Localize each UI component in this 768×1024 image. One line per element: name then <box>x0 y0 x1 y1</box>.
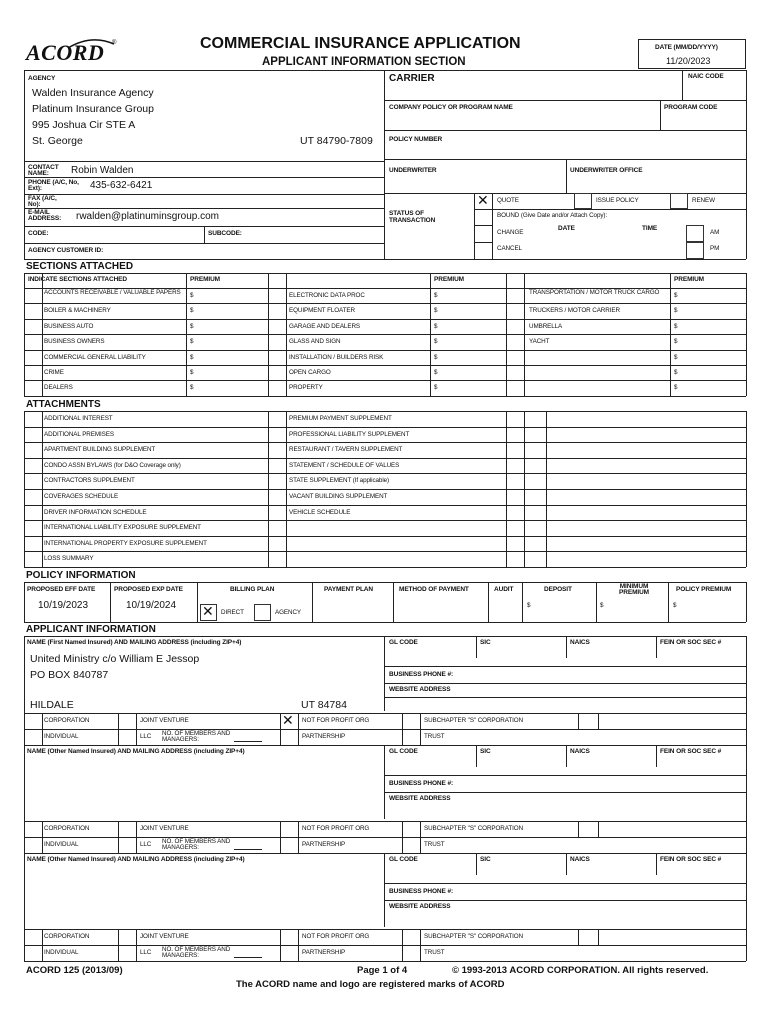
applicant-3-business-phone-label: BUSINESS PHONE #: <box>389 888 454 895</box>
direct-label: DIRECT <box>221 609 244 616</box>
issue-policy-checkbox[interactable] <box>574 193 592 209</box>
date-value[interactable]: 11/20/2023 <box>666 56 711 66</box>
attachment-checkbox-3-2[interactable] <box>506 427 524 443</box>
attachment-checkbox-2-7[interactable] <box>268 505 286 521</box>
attachment-item-2-4: STATEMENT / SCHEDULE OF VALUES <box>289 461 400 469</box>
premium-dollar-1-4[interactable]: $ <box>190 338 194 346</box>
attachment-item-2-6: VACANT BUILDING SUPPLEMENT <box>289 493 388 500</box>
applicant-1-members-label: NO. OF MEMBERS AND MANAGERS: <box>162 730 231 743</box>
premium-dollar-1-5[interactable]: $ <box>190 353 194 361</box>
applicant-3-entity-checkbox-7[interactable] <box>118 945 136 961</box>
time-col-label: TIME <box>642 225 658 232</box>
date-box <box>638 39 746 69</box>
attachment-checkbox-3-9[interactable] <box>506 536 524 552</box>
section-checkbox-1-1[interactable] <box>24 288 42 303</box>
attachment-checkbox-1-5[interactable] <box>24 473 42 489</box>
applicant-2-entity-checkbox-3[interactable] <box>280 821 298 837</box>
applicant-1-fein-label: FEIN OR SOC SEC # <box>660 639 722 646</box>
applicant-2-name-label: NAME (Other Named Insured) AND MAILING ADDRESS (including ZIP+4) <box>27 748 245 755</box>
attachment-item-2-3: RESTAURANT / TAVERN SUPPLEMENT <box>289 446 403 454</box>
applicant-3-llc-label: LLC <box>140 949 152 956</box>
section-checkbox-1-4[interactable] <box>24 334 42 349</box>
copyright: © 1993-2013 ACORD CORPORATION. All rights reserved. <box>452 965 709 976</box>
subcode-label: SUBCODE: <box>208 230 242 237</box>
section-checkbox-3-3[interactable] <box>506 319 524 334</box>
date-label: DATE (MM/DD/YYYY) <box>655 44 718 51</box>
attachment-checkbox-2-1[interactable] <box>268 411 286 427</box>
attachment-item-1-6: COVERAGES SCHEDULE <box>44 493 119 500</box>
section-item-2-5: INSTALLATION / BUILDERS RISK <box>289 353 384 361</box>
applicant-3-entity-checkbox-5[interactable] <box>578 929 596 945</box>
attachment-checkbox-1-9[interactable] <box>24 536 42 552</box>
applicant-2-members-label: NO. OF MEMBERS AND MANAGERS: <box>162 838 231 851</box>
phone-value[interactable]: 435-632-6421 <box>90 180 153 191</box>
attachment-checkbox-2-3[interactable] <box>268 442 286 458</box>
premium-dollar-2-7[interactable]: $ <box>434 384 438 392</box>
applicant-blocks <box>24 636 746 961</box>
applicant-3-partnership-label: PARTNERSHIP <box>302 949 346 956</box>
email-label: E-MAIL ADDRESS: <box>28 209 62 222</box>
section-checkbox-2-7[interactable] <box>268 380 286 395</box>
attachment-checkbox-2-9[interactable] <box>268 536 286 552</box>
applicant-2-website-label: WEBSITE ADDRESS <box>389 795 451 802</box>
attachment-checkbox-1-3[interactable] <box>24 442 42 458</box>
quote-label: QUOTE <box>497 197 519 204</box>
section-checkbox-3-6[interactable] <box>506 365 524 380</box>
applicant-3-naics-label: NAICS <box>570 856 590 863</box>
applicant-information-title: APPLICANT INFORMATION <box>26 624 156 635</box>
exp-date-label: PROPOSED EXP DATE <box>114 586 183 593</box>
applicant-1-business-phone-label: BUSINESS PHONE #: <box>389 671 454 678</box>
attachment-checkbox-3-7[interactable] <box>506 505 524 521</box>
underwriter-label: UNDERWRITER <box>389 167 437 174</box>
deposit-label: DEPOSIT <box>544 586 572 593</box>
applicant-3-entity-checkbox-8[interactable] <box>280 945 298 961</box>
applicant-3-website-label: WEBSITE ADDRESS <box>389 903 451 910</box>
applicant-2-entity-checkbox-4[interactable] <box>402 821 420 837</box>
applicant-3-not-for-profit-label: NOT FOR PROFIT ORG <box>302 933 370 940</box>
change-label: CHANGE <box>497 229 524 236</box>
premium-dollar-1-1[interactable]: $ <box>190 292 194 299</box>
premium-dollar-3-5[interactable]: $ <box>674 353 678 361</box>
section-item-3-2: TRUCKERS / MOTOR CARRIER <box>529 307 620 315</box>
attachment-checkbox-3-6[interactable] <box>506 489 524 505</box>
applicant-2-gl-code-label: GL CODE <box>389 748 418 755</box>
applicant-1-partnership-label: PARTNERSHIP <box>302 733 346 740</box>
attachment-item-2-7: VEHICLE SCHEDULE <box>289 508 351 516</box>
applicant-3-entity-checkbox-3[interactable] <box>280 929 298 945</box>
premium-dollar-1-6[interactable]: $ <box>190 369 194 376</box>
agency-billing-label: AGENCY <box>275 609 301 616</box>
premium-dollar-2-6[interactable]: $ <box>434 369 438 376</box>
exp-date-value[interactable]: 10/19/2024 <box>126 600 177 611</box>
attachment-checkbox-2-8[interactable] <box>268 520 286 536</box>
applicant-2-entity-checkbox-2[interactable] <box>118 821 136 837</box>
applicant-1-llc-label: LLC <box>140 733 152 740</box>
applicant-3-entity-checkbox-2[interactable] <box>118 929 136 945</box>
attachment-item-1-5: CONTRACTORS SUPPLEMENT <box>44 477 135 485</box>
applicant-3-sic-label: SIC <box>480 856 491 863</box>
premium-dollar-3-3[interactable]: $ <box>674 322 678 330</box>
section-checkbox-3-2[interactable] <box>506 303 524 318</box>
premium-header-2: PREMIUM <box>434 276 464 283</box>
applicant-3-members-label: NO. OF MEMBERS AND MANAGERS: <box>162 946 231 959</box>
applicant-3-entity-checkbox-6[interactable] <box>24 945 42 961</box>
pm-label: PM <box>710 245 720 252</box>
applicant-2-entity-checkbox-8[interactable] <box>280 837 298 853</box>
bound-label: BOUND (Give Date and/or Attach Copy): <box>497 212 608 219</box>
agency-state-zip[interactable]: UT 84790-7809 <box>300 135 373 147</box>
section-item-1-6: CRIME <box>44 369 64 376</box>
premium-dollar-1-3[interactable]: $ <box>190 322 194 330</box>
applicant-1-name-value[interactable]: United Ministry c/o William E Jessop <box>30 653 200 665</box>
renew-label: RENEW <box>692 197 715 204</box>
section-checkbox-1-6[interactable] <box>24 365 42 380</box>
attachment-item-1-10: LOSS SUMMARY <box>44 555 94 563</box>
acord-logo <box>26 38 118 68</box>
page-subtitle: APPLICANT INFORMATION SECTION <box>262 56 466 68</box>
attachment-checkbox-1-4[interactable] <box>24 458 42 474</box>
eff-date-value[interactable]: 10/19/2023 <box>38 600 89 611</box>
policy-premium-label: POLICY PREMIUM <box>676 586 732 593</box>
applicant-3-subchapter-label: SUBCHAPTER "S" CORPORATION <box>424 933 524 940</box>
payment-plan-label: PAYMENT PLAN <box>324 586 374 593</box>
section-checkbox-2-4[interactable] <box>268 334 286 349</box>
attachment-checkbox-3-8[interactable] <box>506 520 524 536</box>
registered-mark-icon: ® <box>112 40 117 46</box>
section-checkbox-1-3[interactable] <box>24 319 42 334</box>
policy-information-title: POLICY INFORMATION <box>26 570 136 581</box>
agency-city[interactable]: St. George <box>32 135 83 147</box>
pm-checkbox[interactable] <box>686 242 704 259</box>
attachment-checkbox-1-8[interactable] <box>24 520 42 536</box>
applicant-3-trust-label: TRUST <box>424 949 445 956</box>
deposit-dollar: $ <box>527 602 531 609</box>
applicant-2-naics-label: NAICS <box>570 748 590 755</box>
applicant-2-entity-checkbox-6[interactable] <box>24 837 42 853</box>
attachment-item-2-1: PREMIUM PAYMENT SUPPLEMENT <box>289 415 392 422</box>
audit-label: AUDIT <box>494 586 514 593</box>
attachment-checkbox-3-1[interactable] <box>506 411 524 427</box>
section-checkbox-3-1[interactable] <box>506 288 524 303</box>
sections-attached-title: SECTIONS ATTACHED <box>26 261 134 272</box>
section-checkbox-1-7[interactable] <box>24 380 42 395</box>
attachment-checkbox-3-10[interactable] <box>506 551 524 567</box>
premium-dollar-2-4[interactable]: $ <box>434 338 438 346</box>
agency-billing-checkbox[interactable] <box>254 604 271 621</box>
applicant-2-partnership-label: PARTNERSHIP <box>302 841 346 848</box>
attachment-item-2-2: PROFESSIONAL LIABILITY SUPPLEMENT <box>289 430 410 438</box>
applicant-1-joint-venture-label: JOINT VENTURE <box>140 717 189 724</box>
applicant-1-entity-checkbox-2[interactable] <box>118 713 136 729</box>
applicant-2-entity-checkbox-7[interactable] <box>118 837 136 853</box>
section-item-2-3: GARAGE AND DEALERS <box>289 322 360 330</box>
applicant-1-sic-label: SIC <box>480 639 491 646</box>
applicant-1-not-for-profit-label: NOT FOR PROFIT ORG <box>302 717 370 724</box>
applicant-3-fein-label: FEIN OR SOC SEC # <box>660 856 722 863</box>
premium-header-3: PREMIUM <box>674 276 704 283</box>
applicant-2-fein-label: FEIN OR SOC SEC # <box>660 748 722 755</box>
page-title: COMMERCIAL INSURANCE APPLICATION <box>200 35 521 52</box>
eff-date-label: PROPOSED EFF DATE <box>27 586 96 593</box>
attachment-checkbox-1-7[interactable] <box>24 505 42 521</box>
applicant-1-corporation-label: CORPORATION <box>44 717 90 724</box>
attachment-checkbox-1-1[interactable] <box>24 411 42 427</box>
applicant-1-entity-checkbox-1[interactable] <box>24 713 42 729</box>
renew-checkbox[interactable] <box>670 193 688 209</box>
attachments-title: ATTACHMENTS <box>26 399 101 410</box>
section-item-2-6: OPEN CARGO <box>289 369 331 376</box>
billing-plan-label: BILLING PLAN <box>230 586 275 593</box>
customer-id-label: AGENCY CUSTOMER ID: <box>28 247 104 254</box>
premium-dollar-2-3[interactable]: $ <box>434 322 438 330</box>
attachment-checkbox-1-6[interactable] <box>24 489 42 505</box>
attachment-item-1-9: INTERNATIONAL PROPERTY EXPOSURE SUPPLEMENT <box>44 539 207 547</box>
applicant-1-individual-label: INDIVIDUAL <box>44 733 79 740</box>
policy-premium-dollar: $ <box>673 602 677 609</box>
attachment-item-1-2: ADDITIONAL PREMISES <box>44 430 114 438</box>
acord-logo-text: ACORD <box>26 40 105 65</box>
attachment-item-1-7: DRIVER INFORMATION SCHEDULE <box>44 508 147 516</box>
attachments-table <box>24 411 746 567</box>
carrier-label: CARRIER <box>389 73 435 84</box>
am-label: AM <box>710 229 720 236</box>
direct-check-icon: ✕ <box>202 604 214 620</box>
program-code-label: PROGRAM CODE <box>664 104 718 111</box>
applicant-1-address-value[interactable]: PO BOX 840787 <box>30 669 109 681</box>
section-item-3-3: UMBRELLA <box>529 322 563 330</box>
premium-dollar-1-2[interactable]: $ <box>190 307 194 315</box>
agency-name-2[interactable]: Platinum Insurance Group <box>32 103 154 115</box>
applicant-3-entity-checkbox-9[interactable] <box>402 945 420 961</box>
applicant-2-llc-label: LLC <box>140 841 152 848</box>
section-item-2-1: ELECTRONIC DATA PROC <box>289 292 365 299</box>
applicant-1-entity-checkbox-5[interactable] <box>578 713 596 729</box>
attachment-checkbox-1-10[interactable] <box>24 551 42 567</box>
section-item-2-2: EQUIPMENT FLOATER <box>289 307 355 315</box>
policy-number-label: POLICY NUMBER <box>389 136 443 143</box>
code-label: CODE: <box>28 230 49 237</box>
applicant-1-website-label: WEBSITE ADDRESS <box>389 686 451 693</box>
premium-header-1: PREMIUM <box>190 276 220 283</box>
applicant-2-individual-label: INDIVIDUAL <box>44 841 79 848</box>
applicant-2-joint-venture-label: JOINT VENTURE <box>140 825 189 832</box>
attachment-checkbox-2-10[interactable] <box>268 551 286 567</box>
applicant-1-name-label: NAME (First Named Insured) AND MAILING ADDRESS (including ZIP+4) <box>27 639 242 646</box>
section-item-1-1: ACCOUNTS RECEIVABLE / VALUABLE PAPERS <box>44 288 181 296</box>
attachment-checkbox-1-2[interactable] <box>24 427 42 443</box>
attachment-item-1-4: CONDO ASSN BYLAWS (for D&O Coverage only) <box>44 461 181 469</box>
section-item-1-3: BUSINESS AUTO <box>44 322 94 330</box>
sections-attached-table <box>24 273 746 396</box>
attachment-item-1-1: ADDITIONAL INTEREST <box>44 415 113 422</box>
applicant-2-business-phone-label: BUSINESS PHONE #: <box>389 780 454 787</box>
email-value[interactable]: rwalden@platinuminsgroup.com <box>76 211 219 222</box>
issue-policy-label: ISSUE POLICY <box>596 197 639 204</box>
contact-value[interactable]: Robin Walden <box>71 165 134 176</box>
section-checkbox-1-2[interactable] <box>24 303 42 318</box>
premium-dollar-2-5[interactable]: $ <box>434 353 438 361</box>
applicant-1-entity-checkbox-4[interactable] <box>402 713 420 729</box>
section-item-3-1: TRANSPORTATION / MOTOR TRUCK CARGO <box>529 288 660 296</box>
applicant-2-sic-label: SIC <box>480 748 491 755</box>
section-item-1-4: BUSINESS OWNERS <box>44 338 105 346</box>
method-label: METHOD OF PAYMENT <box>399 586 469 593</box>
premium-dollar-3-2[interactable]: $ <box>674 307 678 315</box>
applicant-1-entity-checkbox-7[interactable] <box>118 729 136 745</box>
applicant-3-entity-checkbox-4[interactable] <box>402 929 420 945</box>
applicant-1-subchapter-label: SUBCHAPTER "S" CORPORATION <box>424 717 524 724</box>
attachment-checkbox-3-3[interactable] <box>506 442 524 458</box>
section-checkbox-2-2[interactable] <box>268 303 286 318</box>
attachment-checkbox-3-4[interactable] <box>506 458 524 474</box>
applicant-1-entity-checkbox-6[interactable] <box>24 729 42 745</box>
section-checkbox-3-4[interactable] <box>506 334 524 349</box>
page-number: Page 1 of 4 <box>357 965 408 976</box>
attachment-checkbox-2-5[interactable] <box>268 473 286 489</box>
section-checkbox-2-6[interactable] <box>268 365 286 380</box>
trademark: The ACORD name and logo are registered marks of ACORD <box>236 979 505 990</box>
applicant-2-corporation-label: CORPORATION <box>44 825 90 832</box>
applicant-3-individual-label: INDIVIDUAL <box>44 949 79 956</box>
contact-label: CONTACT NAME: <box>28 164 59 177</box>
min-premium-label: MINIMUM PREMIUM <box>619 583 649 596</box>
indicate-sections-label: INDICATE SECTIONS ATTACHED <box>28 276 127 283</box>
underwriter-office-label: UNDERWRITER OFFICE <box>570 167 643 174</box>
section-item-1-2: BOILER & MACHINERY <box>44 307 111 315</box>
applicant-1-not-for-profit-check-icon: ✕ <box>282 713 294 729</box>
premium-dollar-3-7[interactable]: $ <box>674 384 678 392</box>
attachment-checkbox-3-5[interactable] <box>506 473 524 489</box>
premium-dollar-1-7[interactable]: $ <box>190 384 194 392</box>
section-checkbox-2-3[interactable] <box>268 319 286 334</box>
premium-dollar-2-2[interactable]: $ <box>434 307 438 315</box>
attachment-checkbox-2-6[interactable] <box>268 489 286 505</box>
section-checkbox-2-5[interactable] <box>268 350 286 365</box>
section-item-3-4: YACHT <box>529 338 550 346</box>
section-item-1-7: DEALERS <box>44 384 73 392</box>
policy-program-label: COMPANY POLICY OR PROGRAM NAME <box>389 104 513 111</box>
cancel-label: CANCEL <box>497 245 522 252</box>
attachment-item-1-3: APARTMENT BUILDING SUPPLEMENT <box>44 446 156 454</box>
applicant-3-entity-checkbox-1[interactable] <box>24 929 42 945</box>
quote-check-icon[interactable]: ✕ <box>477 193 489 209</box>
section-checkbox-2-1[interactable] <box>268 288 286 303</box>
date-col-label: DATE <box>558 225 575 232</box>
premium-dollar-3-1[interactable]: $ <box>674 292 678 299</box>
applicant-3-corporation-label: CORPORATION <box>44 933 90 940</box>
attachment-item-2-5: STATE SUPPLEMENT (If applicable) <box>289 477 390 485</box>
applicant-3-name-label: NAME (Other Named Insured) AND MAILING ADDRESS (including ZIP+4) <box>27 856 245 863</box>
premium-dollar-3-4[interactable]: $ <box>674 338 678 346</box>
agency-name-1[interactable]: Walden Insurance Agency <box>32 87 154 99</box>
applicant-2-entity-checkbox-1[interactable] <box>24 821 42 837</box>
status-label: STATUS OF TRANSACTION <box>389 210 436 225</box>
applicant-1-naics-label: NAICS <box>570 639 590 646</box>
attachment-item-1-8: INTERNATIONAL LIABILITY EXPOSURE SUPPLEMENT <box>44 524 201 532</box>
applicant-1-entity-checkbox-9[interactable] <box>402 729 420 745</box>
section-item-1-5: COMMERCIAL GENERAL LIABILITY <box>44 353 146 361</box>
agency-address[interactable]: 995 Joshua Cir STE A <box>32 119 136 131</box>
section-checkbox-1-5[interactable] <box>24 350 42 365</box>
premium-dollar-2-1[interactable]: $ <box>434 292 438 299</box>
naic-code-label: NAIC CODE <box>688 73 724 80</box>
section-checkbox-3-7[interactable] <box>506 380 524 395</box>
applicant-2-subchapter-label: SUBCHAPTER "S" CORPORATION <box>424 825 524 832</box>
agency-label: AGENCY <box>28 75 56 82</box>
applicant-1-entity-checkbox-8[interactable] <box>280 729 298 745</box>
section-checkbox-3-5[interactable] <box>506 350 524 365</box>
section-item-2-7: PROPERTY <box>289 384 323 392</box>
applicant-3-joint-venture-label: JOINT VENTURE <box>140 933 189 940</box>
form-number: ACORD 125 (2013/09) <box>26 965 123 976</box>
applicant-1-city-value[interactable]: HILDALE <box>30 699 74 711</box>
applicant-2-entity-checkbox-9[interactable] <box>402 837 420 853</box>
section-item-2-4: GLASS AND SIGN <box>289 338 341 346</box>
applicant-2-entity-checkbox-5[interactable] <box>578 821 596 837</box>
fax-label: FAX (A/C, No): <box>28 195 57 208</box>
applicant-1-state-zip-value[interactable]: UT 84784 <box>301 699 347 711</box>
applicant-3-gl-code-label: GL CODE <box>389 856 418 863</box>
phone-label: PHONE (A/C, No, Ext): <box>28 179 79 192</box>
applicant-1-gl-code-label: GL CODE <box>389 639 418 646</box>
applicant-2-trust-label: TRUST <box>424 841 445 848</box>
attachment-checkbox-2-4[interactable] <box>268 458 286 474</box>
min-premium-dollar: $ <box>600 602 604 609</box>
applicant-1-trust-label: TRUST <box>424 733 445 740</box>
am-checkbox[interactable] <box>686 225 704 242</box>
logo-swoosh-icon <box>66 38 116 50</box>
premium-dollar-3-6[interactable]: $ <box>674 369 678 376</box>
applicant-2-not-for-profit-label: NOT FOR PROFIT ORG <box>302 825 370 832</box>
attachment-checkbox-2-2[interactable] <box>268 427 286 443</box>
